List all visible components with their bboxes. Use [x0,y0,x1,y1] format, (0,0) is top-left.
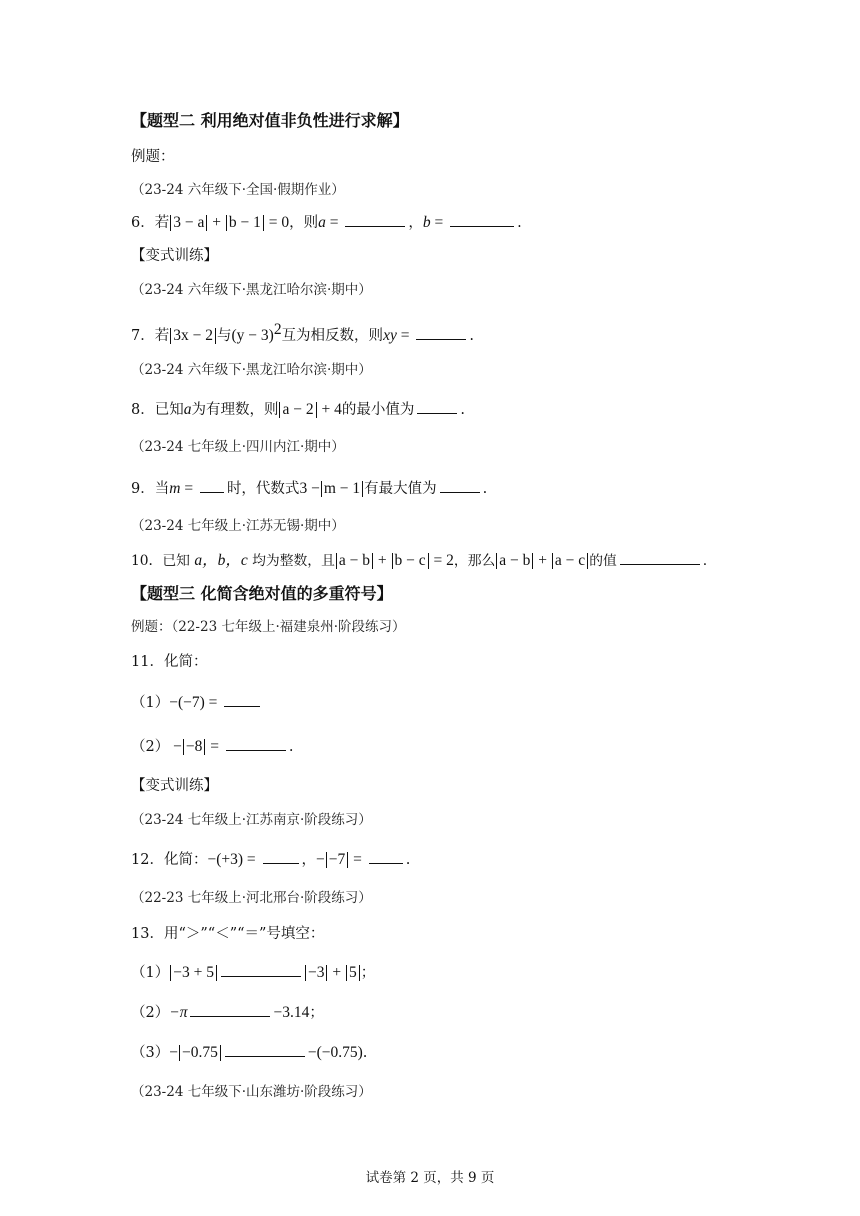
answer-blank[interactable] [224,692,260,707]
abs-expression: a − c [552,553,588,569]
with-text: 与 [216,327,232,344]
abs-expression: −0.75 [179,1045,221,1061]
question-source: （23-24 七年级上·四川内江·期中） [131,439,345,455]
minus-sign: − [316,851,325,868]
example-source: 例题：（22-23 七年级上·福建泉州·阶段练习） [131,619,406,635]
question-source: （23-24 六年级下·黑龙江哈尔滨·期中） [131,362,372,378]
question-number: 7．若 [131,327,170,344]
period: . [405,852,411,868]
abs-expression: a − 2 [279,402,316,418]
question-source: （23-24 六年级下·全国·假期作业） [131,182,345,198]
question-9 [131,478,487,499]
page-footer: 试卷第 2 页，共 9 页 [365,1170,495,1186]
post-text: 的值 [589,553,617,569]
abs-expression: 3x − 2 [170,328,216,344]
vars-abc: a，b，c [194,552,248,569]
minus-sign: − [169,1044,178,1061]
abs-expression: b − 1 [226,215,264,231]
equals-sign: = [349,851,366,868]
var-a: a [183,401,192,418]
question-source: （22-23 七年级上·河北邢台·阶段练习） [131,890,372,906]
section-heading-type-3: 【题型三 化简含绝对值的多重符号】 [131,584,393,603]
question-number: 9．当 [131,481,170,497]
var-m: m [169,480,181,497]
abs-expression: −3 [305,965,328,981]
post-text: 的最小值为 [341,402,415,418]
question-8 [131,399,465,420]
abs-expression: m − 1 [321,481,363,497]
answer-blank[interactable] [190,1002,270,1017]
period: . [460,402,465,418]
question-7 [131,320,474,346]
answer-blank[interactable] [200,478,224,493]
abs-expression: 5 [346,965,360,981]
abs-expression: a − b [496,553,533,569]
question-13-title: 13．用“＞”“＜”“＝”号填空： [131,926,325,942]
question-12 [131,849,410,870]
equals-zero: = 0 [264,214,290,231]
part-label: （1） [131,965,170,981]
question-13-part-1 [131,962,375,983]
abs-expression: −8 [183,739,206,755]
question-number: 8．已知 [131,402,184,418]
post-text: 有最大值为 [364,481,437,497]
question-number: 6．若 [131,215,170,231]
var-b: b [422,214,431,231]
plus-four: + 4 [317,401,342,418]
plus-sign: + [374,552,391,569]
exponent: 2 [273,321,282,338]
equals-sign: = [180,480,197,497]
equals-sign: = [325,214,343,231]
question-number: 10．已知 [131,553,195,569]
equals-sign: = [430,214,448,231]
minus-sign: − [169,738,182,755]
question-number: 12．化简： [131,852,208,868]
period: . [362,1045,368,1061]
period: . [469,327,474,344]
math-expression: −3.14 [273,1004,310,1021]
question-13-part-3 [131,1042,367,1063]
part-label: （1） [131,695,170,711]
period: . [702,553,708,569]
math-expression: −(−0.75) [307,1044,363,1061]
equals-sign: = [396,326,414,344]
question-11-part-2 [131,736,293,757]
variant-training-label: 【变式训练】 [131,248,218,264]
section-heading-type-2: 【题型二 利用绝对值非负性进行求解】 [131,111,409,130]
abs-expression: 3 − a [170,215,207,231]
equals-two: = 2 [429,552,454,569]
period: . [482,481,488,497]
answer-blank[interactable] [225,1042,305,1057]
math-expression: −(+3) = [207,851,260,868]
answer-blank[interactable] [417,399,457,414]
answer-blank[interactable] [226,736,286,751]
plus-sign: + [328,964,345,981]
abs-expression: −3 + 5 [170,965,217,981]
math-expression: −π [169,1004,188,1021]
answer-blank[interactable] [450,212,514,227]
period: . [517,215,522,231]
question-11-title: 11．化简： [131,654,208,670]
abs-expression: a − b [336,553,373,569]
math-expression: −(−7) = [169,694,222,711]
plus-sign: + [208,214,225,231]
semicolon: ； [360,965,376,981]
var-a: a [318,214,326,231]
part-label: （3） [131,1045,170,1061]
comma: ， [301,852,317,868]
comma: ， [408,215,423,231]
mid-text: 均为整数，且 [247,553,335,569]
answer-blank[interactable] [263,849,299,864]
part-label: （2） [131,1005,170,1021]
answer-blank[interactable] [620,550,700,565]
variant-training-label: 【变式训练】 [131,778,218,794]
question-source: （23-24 七年级上·江苏南京·阶段练习） [131,812,372,828]
question-source: （23-24 七年级下·山东潍坊·阶段练习） [131,1084,372,1100]
question-11-part-1 [131,692,263,713]
answer-blank[interactable] [221,962,301,977]
answer-blank[interactable] [369,849,403,864]
paren-expression: (y − 3) [231,326,274,344]
question-10 [131,550,707,571]
period: . [288,739,294,755]
answer-blank[interactable] [440,478,480,493]
part-label: （2） [131,739,170,755]
then-text: ，则 [289,215,319,231]
question-source: （23-24 七年级上·江苏无锡·期中） [131,518,345,534]
var-xy: xy [383,326,397,344]
abs-expression: b − c [392,553,429,569]
then-text: ，那么 [453,553,496,569]
mid-text: 互为相反数，则 [281,327,384,344]
answer-blank[interactable] [345,212,405,227]
question-source: （23-24 六年级下·黑龙江哈尔滨·期中） [131,282,372,298]
mid-text: 为有理数，则 [191,402,279,418]
question-13-part-2 [131,1002,324,1023]
when-text: 时，代数式 [226,481,300,497]
three-minus: 3 − [299,480,320,497]
answer-blank[interactable] [416,325,466,340]
equals-sign: = [206,738,223,755]
semicolon: ； [309,1005,324,1021]
abs-expression: −7 [326,852,349,868]
question-6 [131,212,522,233]
plus-sign: + [534,552,551,569]
example-label: 例题： [131,149,175,165]
